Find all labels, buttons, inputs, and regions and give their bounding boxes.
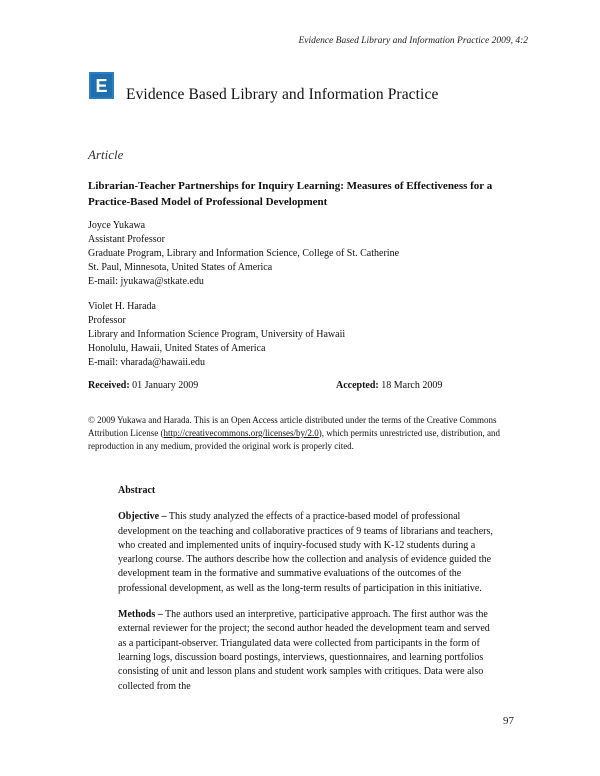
abstract-objective [118, 510, 498, 596]
license-text-after: ), which permits unrestricted use, distribution, and reproduction in any medium, provided the original work is properly cited. [88, 428, 501, 451]
author-location: Honolulu, Hawaii, United States of America [88, 343, 266, 354]
accepted-label: Accepted: [336, 380, 379, 391]
author-affiliation: Graduate Program, Library and Information Science, College of St. Catherine [88, 248, 400, 259]
author-position: Professor [88, 315, 126, 326]
received-value: 01 January 2009 [132, 380, 199, 391]
methods-text: The authors used an interpretive, participative approach. The first author was the external reviewer for the project; the second author headed the development team and served as a participant-observer. Triangulated data were collected from participants in the form of learning logs, discussion board postings, interviews, questionnaires, and learning portfolios consisting of unit and lesson plans and student work samples with critiques. Data were also collected from the [118, 609, 490, 692]
author-email[interactable]: E-mail: vharada@hawaii.edu [88, 357, 205, 368]
author-affiliation: Library and Information Science Program, University of Hawaii [88, 329, 346, 340]
license-link[interactable]: http://creativecommons.org/licenses/by/2.0 [163, 428, 319, 438]
received-label: Received: [88, 380, 130, 391]
journal-title: Evidence Based Library and Information Practice [126, 86, 439, 103]
accepted-date [336, 380, 442, 391]
author-name: Joyce Yukawa [88, 220, 146, 231]
license-text-before: © 2009 Yukawa and Harada. This is an Open Access article distributed under the terms of the Creative Commons Attribution License ( [88, 415, 497, 438]
logo-letter: E [95, 76, 108, 96]
received-date [88, 380, 198, 391]
abstract-methods [118, 608, 498, 694]
accepted-value: 18 March 2009 [381, 380, 443, 391]
author-email[interactable]: E-mail: jyukawa@stkate.edu [88, 276, 204, 287]
objective-label: Objective – [118, 511, 167, 523]
abstract-heading: Abstract [118, 485, 156, 496]
objective-text: This study analyzed the effects of a practice-based model of professional development on the teaching and collaborative practices of 9 teams of librarians and teachers, who created and implemented units of inquiry-focused study with K-12 students during a yearlong course. The authors describe how the collection and analysis of evidence guided the development team in the formative and summative evaluations of the outcomes of the professional development, as well as the long-term results of participation in this initiative. [118, 511, 493, 594]
journal-logo-icon [89, 72, 114, 99]
page-number: 97 [503, 715, 514, 727]
section-label: Article [88, 147, 124, 162]
article-title: Librarian-Teacher Partnerships for Inquiry Learning: Measures of Effectiveness for a Practice-Based Model of Professional Development [88, 180, 493, 208]
abstract [118, 484, 498, 706]
author-name: Violet H. Harada [88, 301, 156, 312]
running-header: Evidence Based Library and Information Practice 2009, 4:2 [298, 36, 528, 46]
author-location: St. Paul, Minnesota, United States of America [88, 262, 273, 273]
author-block-2 [88, 300, 345, 370]
author-block-1 [88, 219, 399, 289]
license-statement [88, 414, 528, 453]
methods-label: Methods – [118, 609, 163, 621]
author-position: Assistant Professor [88, 234, 165, 245]
